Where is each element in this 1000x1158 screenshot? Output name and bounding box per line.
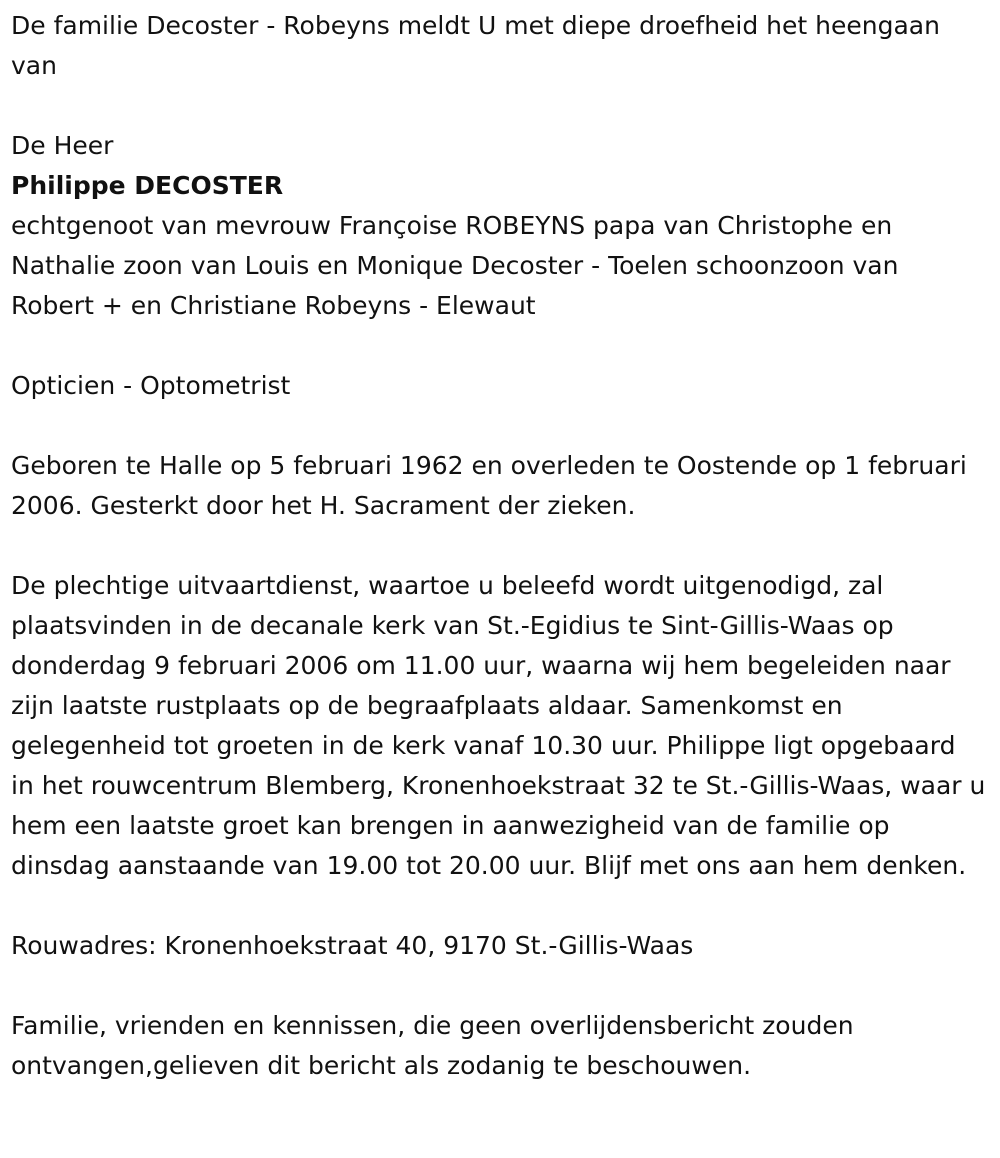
deceased-name: Philippe DECOSTER xyxy=(11,171,284,200)
profession-text: Opticien - Optometrist xyxy=(11,371,291,400)
birth-death-text: Geboren te Halle op 5 februari 1962 en overleden te Oostende op 1 februari 2006. Gesterkt door het H. Sacrament der zieken. xyxy=(11,451,967,520)
relations-text: echtgenoot van mevrouw Françoise ROBEYNS papa van Christophe en Nathalie zoon van Louis en Monique Decoster - Toelen schoonzoon van Robert + en Christiane Robeyns - Elewaut xyxy=(11,211,899,320)
spacer xyxy=(11,886,986,926)
intro-text: De familie Decoster - Robeyns meldt U met diepe droefheid het heengaan van xyxy=(11,11,940,80)
spacer xyxy=(11,526,986,566)
address-text: Rouwadres: Kronenhoekstraat 40, 9170 St.-Gillis-Waas xyxy=(11,931,694,960)
honorific: De Heer xyxy=(11,131,114,160)
spacer xyxy=(11,406,986,446)
spacer xyxy=(11,966,986,1006)
spacer xyxy=(11,326,986,366)
closing-text: Familie, vrienden en kennissen, die geen overlijdensbericht zouden ontvangen,gelieven dit bericht als zodanig te beschouwen. xyxy=(11,1011,854,1080)
funeral-text: De plechtige uitvaartdienst, waartoe u beleefd wordt uitgenodigd, zal plaatsvinden in de decanale kerk van St.-Egidius te Sint-Gillis-Waas op donderdag 9 februari 2006 om 11.00 uur, waarna wij hem begeleiden naar zijn laatste rustplaats op de begraafplaats aldaar. Samenkomst en gelegenheid tot groeten in de kerk vanaf 10.30 uur. Philippe ligt opgebaard in het rouwcentrum Blemberg, Kronenhoekstraat 32 te St.-Gillis-Waas, waar u hem een laatste groet kan brengen in aanwezigheid van de familie op dinsdag aanstaande van 19.00 tot 20.00 uur. Blijf met ons aan hem denken. xyxy=(11,571,986,880)
death-notice xyxy=(11,6,986,1086)
spacer xyxy=(11,86,986,126)
